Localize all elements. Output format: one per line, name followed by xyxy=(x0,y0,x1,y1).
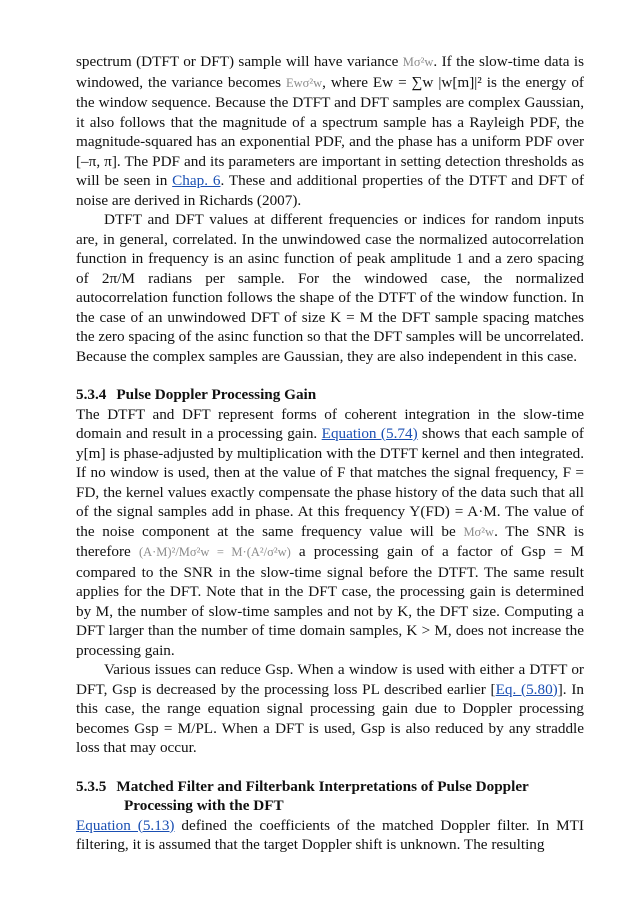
text-run: Ew = ∑w |w[m]|² is the energy of the window sequence. Because the DTFT and DFT samples are complex Gaussian, it also follows that the magnitude of a spectrum sample has a Rayleigh PDF, the magnitude-squared has an exponential PDF, and the phase has a uniform PDF over [–π, π]. The PDF and its parameters are important in setting detection thresholds as will be seen in xyxy=(76,73,584,189)
math-image: (A·M)²/Mσ²w = M·(A²/σ²w) xyxy=(138,545,291,559)
text-run: shows that each sample of y[m] is phase-adjusted by multiplication with the DTFT kernel and then integrated. If no window is used, then at the value of F that matches the signal frequency, F = FD, the kernel values exactly compensate the phase history of the data such that all of the signal samples add in phase. At this frequency Y(FD) = A·M. The value of the noise component at the same frequency value will be xyxy=(76,425,584,540)
paragraph-variance xyxy=(76,52,584,210)
section-title: Matched Filter and Filterbank Interpretations of Pulse Doppler xyxy=(116,777,529,795)
document-page xyxy=(76,52,584,855)
section-heading-5-3-5 xyxy=(76,777,584,797)
paragraph-processing-gain xyxy=(76,405,584,661)
text-run: a processing gain of a factor of Gsp = M compared to the SNR in the slow-time signal before the DTFT. The same result applies for the DFT. Note that in the DFT case, the processing gain is determined by M, the number of slow-time samples and not by K, the DFT size. Computing a DFT larger than the number of time domain samples, K > M, does not increase the processing gain. xyxy=(76,543,585,659)
text-run: defined the coefficients of the matched Doppler filter. In MTI filtering, it is assumed that the target Doppler shift is unknown. The resulting xyxy=(76,816,584,853)
spacer xyxy=(76,366,584,385)
text-run: . These and additional properties of the DTFT and DFT of noise are derived in Richards (2007). xyxy=(76,172,584,209)
text-run: spectrum (DTFT or DFT) sample will have variance xyxy=(76,53,403,70)
spacer xyxy=(76,758,584,777)
section-number: 5.3.4 xyxy=(76,386,107,403)
text-run: . The SNR is therefore xyxy=(76,522,584,560)
paragraph-gain-reduction xyxy=(76,660,584,758)
equation-5-80-link[interactable]: Eq. (5.80) xyxy=(495,680,558,698)
text-run: , where xyxy=(322,73,373,91)
text-run: . If the slow-time data is windowed, the variance becomes xyxy=(76,53,584,91)
chapter-6-link[interactable]: Chap. 6 xyxy=(172,172,221,189)
text-run: ]. In this case, the range equation signal processing gain due to Doppler processing becomes Gsp = M/PL. When a DFT is used, Gsp is also reduced by any straddle loss that may occur. xyxy=(76,680,584,756)
text-run: The DTFT and DFT represent forms of coherent integration in the slow-time domain and result in a processing gain. xyxy=(76,405,584,442)
section-heading-5-3-4 xyxy=(76,385,584,405)
equation-5-74-link[interactable]: Equation (5.74) xyxy=(321,425,418,442)
equation-5-13-link[interactable]: Equation (5.13) xyxy=(76,816,175,834)
section-title: Pulse Doppler Processing Gain xyxy=(116,386,317,403)
math-image: Ewσ²w xyxy=(285,75,323,90)
text-run: Various issues can reduce Gsp. When a window is used with either a DTFT or DFT, Gsp is decreased by the processing loss PL described earlier [ xyxy=(76,661,584,698)
paragraph-correlation: DTFT and DFT values at different frequencies or indices for random inputs are, in general, correlated. In the unwindowed case the normalized autocorrelation function in frequency is an asinc function of peak amplitude 1 and a zero spacing of 2π/M radians per sample. For the windowed case, the normalized autocorrelation function follows the shape of the DTFT of the window function. In the case of an unwindowed DFT of size K = M the DFT sample spacing matches the zero spacing of the asinc function so that the DFT samples will be uncorrelated. Because the complex samples are Gaussian, they are also independent in this case. xyxy=(76,211,584,365)
section-heading-5-3-5-line2: Processing with the DFT xyxy=(124,797,284,814)
math-image: Mσ²w xyxy=(463,524,495,539)
section-number: 5.3.5 xyxy=(76,777,107,795)
math-image: Mσ²w xyxy=(402,55,434,69)
paragraph-matched-filter xyxy=(76,816,584,855)
